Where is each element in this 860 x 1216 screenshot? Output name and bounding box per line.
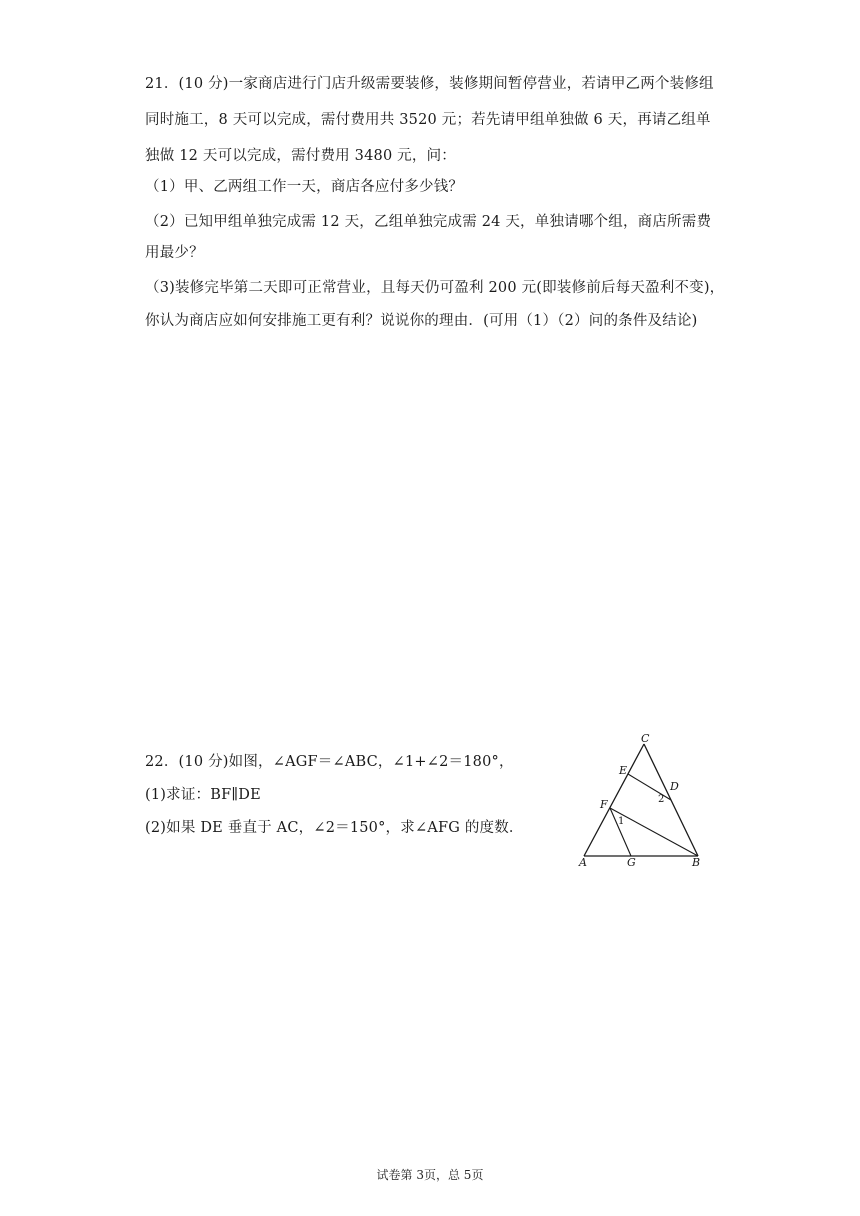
segment-ac	[584, 744, 644, 856]
q21-subquestion-3-cont: 你认为商店应如何安排施工更有利？说说你的理由．(可用（1）（2）问的条件及结论)	[145, 313, 698, 329]
q21-subquestion-1: （1）甲、乙两组工作一天，商店各应付多少钱？	[145, 179, 464, 195]
q22-line-1: 22．(10 分)如图，∠AGF＝∠ABC，∠1+∠2＝180°，	[145, 754, 514, 770]
angle-label-1: 1	[618, 816, 625, 827]
q21-line-2: 同时施工，8 天可以完成，需付费用共 3520 元；若先请甲组单独做 6 天，再请乙组单	[145, 112, 711, 128]
page-footer: 试卷第 3页，总 5页	[376, 1168, 484, 1182]
point-label-e: E	[619, 764, 628, 777]
point-label-d: D	[670, 780, 679, 793]
triangle-diagram	[570, 730, 720, 870]
q21-line-1: 21．(10 分)一家商店进行门店升级需要装修，装修期间暂停营业，若请甲乙两个装修组	[145, 76, 714, 92]
q21-subquestion-2-cont: 用最少？	[145, 245, 204, 261]
point-label-b: B	[692, 856, 701, 869]
triangle-figure	[570, 730, 720, 874]
q21-line-3: 独做 12 天可以完成，需付费用 3480 元，问：	[145, 148, 456, 164]
q22-subquestion-2: (2)如果 DE 垂直于 AC，∠2＝150°，求∠AFG 的度数．	[145, 820, 524, 836]
point-label-a: A	[579, 856, 587, 869]
q22-subquestion-1: (1)求证：BF∥DE	[145, 787, 261, 803]
q21-subquestion-3: （3)装修完毕第二天即可正常营业，且每天仍可盈利 200 元(即装修前后每天盈利不变)，	[145, 280, 725, 296]
point-label-g: G	[627, 856, 636, 869]
point-label-c: C	[641, 732, 650, 745]
point-label-f: F	[600, 798, 608, 811]
angle-label-2: 2	[658, 794, 665, 805]
q21-subquestion-2: （2）已知甲组单独完成需 12 天，乙组单独完成需 24 天，单独请哪个组，商店所需费	[145, 214, 712, 230]
